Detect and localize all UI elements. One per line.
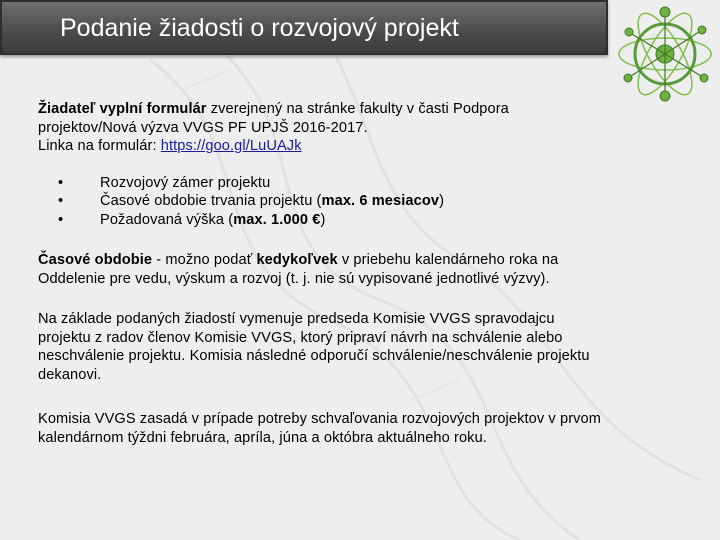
intro-text-2: projektov/Nová výzva VVGS PF UPJŠ 2016-2017. (38, 119, 368, 136)
commission-paragraph: Na základe podaných žiadostí vymenuje predseda Komisie VVGS spravodajcu projektu z radov členov Komisie VVGS, ktorý pripraví návrh na schválenie alebo neschválenie projektu. Komisia následné odporučí schválenie/neschválenie projektu dekanovi. (38, 311, 590, 383)
title-bar (0, 0, 608, 55)
page-title: Podanie žiadosti o rozvojový projekt (60, 14, 459, 42)
form-link-label: Linka na formulár: (38, 138, 161, 154)
content-body (38, 100, 678, 447)
list-item: • Rozvojový zámer projektu (58, 174, 271, 191)
bullet-icon: • (58, 211, 64, 228)
form-link[interactable]: https://goo.gl/LuUAJk (160, 138, 302, 154)
bullet-icon: • (58, 193, 64, 209)
intro-text-1: zverejnený na stránke fakulty v časti Podpora (206, 101, 509, 117)
intro-bold-lead: Žiadateľ vyplní formulár (38, 101, 207, 117)
intro-paragraph (38, 100, 678, 156)
atom-logo-icon (612, 2, 718, 106)
time-period-paragraph: Časové obdobie - možno podať kedykoľvek v priebehu kalendárneho roka na Oddelenie pre vedu, výskum a rozvoj (t. j. nie sú vypisované jednotlivé výzvy). (38, 252, 559, 287)
bullet-icon: • (58, 174, 64, 191)
meeting-paragraph: Komisia VVGS zasadá v prípade potreby schvaľovania rozvojových projektov v prvom kalendárnom týždni februára, apríla, júna a októbra aktuálneho roku. (38, 411, 602, 446)
list-item: • Časové obdobie trvania projektu (max. 6 mesiacov) (58, 193, 445, 209)
requirements-list (38, 174, 678, 230)
list-item: • Požadovaná výška (max. 1.000 €) (58, 211, 326, 228)
